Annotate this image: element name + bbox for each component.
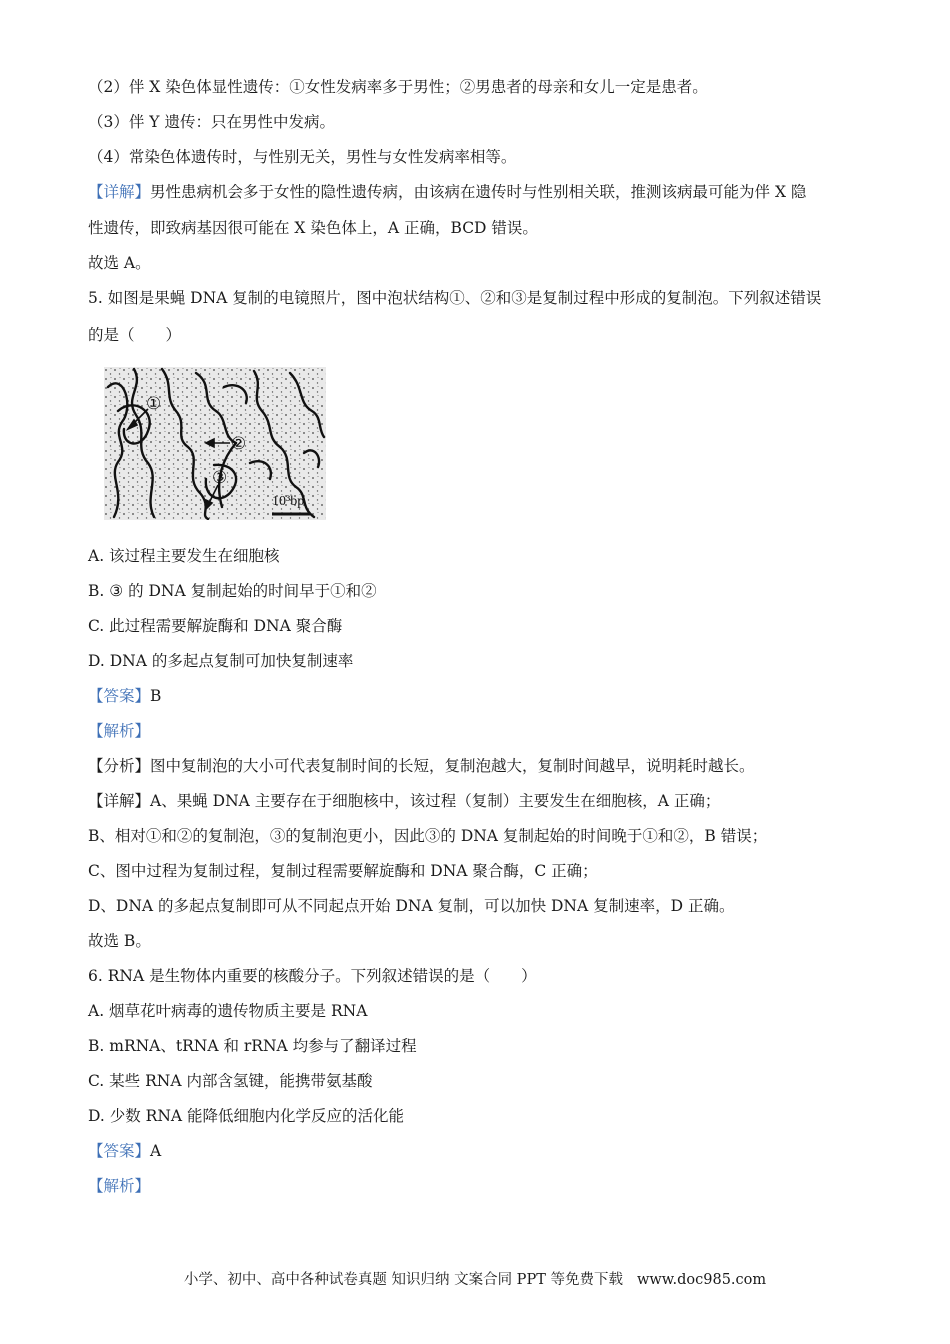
xiangjie-b: B、相对①和②的复制泡，③的复制泡更小，因此③的 DNA 复制起始的时间晚于①和②，B 错误； xyxy=(88,827,768,845)
q6-answer-line xyxy=(88,1140,864,1162)
footer-text: 小学、初中、高中各种试卷真题 知识归纳 文案合同 PPT 等免费下载 xyxy=(183,1272,623,1288)
q6-analysis-tag: 【解析】 xyxy=(88,1177,151,1195)
xiangjie-a: A、果蝇 DNA 主要存在于细胞核中，该过程（复制）主要发生在细胞核，A 正确； xyxy=(150,792,721,810)
fenxi-text: 图中复制泡的大小可代表复制时间的长短，复制泡越大，复制时间越早，说明耗时越长。 xyxy=(150,757,755,775)
q6-option-b: B. mRNA、tRNA 和 rRNA 均参与了翻译过程 xyxy=(88,1037,417,1055)
option-a: A. 该过程主要发生在细胞核 xyxy=(88,547,280,565)
answer-value: B xyxy=(150,687,162,705)
detail-text: 男性患病机会多于女性的隐性遗传病，由该病在遗传时与性别相关联，推测该病最可能为伴 X 隐 xyxy=(150,183,807,201)
text-line: （3）伴 Y 遗传：只在男性中发病。 xyxy=(88,113,335,131)
text-line: 故选 A。 xyxy=(88,254,151,272)
answer-tag: 【答案】 xyxy=(88,687,151,705)
xiangjie-c: C、图中过程为复制过程，复制过程需要解旋酶和 DNA 聚合酶，C 正确； xyxy=(88,862,598,880)
figure-label-3: ③ xyxy=(212,468,228,487)
option-b: B. ③ 的 DNA 复制起始的时间早于①和② xyxy=(88,582,377,600)
q6-option-a: A. 烟草花叶病毒的遗传物质主要是 RNA xyxy=(88,1002,368,1020)
choice-line: 故选 B。 xyxy=(88,932,151,950)
analysis-tag: 【解析】 xyxy=(88,722,151,740)
figure-label-2: ② xyxy=(231,434,247,453)
detail-tag: 【详解】 xyxy=(88,183,151,201)
micrograph-image xyxy=(104,367,326,520)
xiangjie-line xyxy=(88,790,864,812)
xiangjie-tag: 【详解】 xyxy=(88,792,151,810)
text-line: （4）常染色体遗传时，与性别无关，男性与女性发病率相等。 xyxy=(88,148,517,166)
dna-replication-micrograph xyxy=(104,367,326,520)
q6-option-c: C. 某些 RNA 内部含氢键，能携带氨基酸 xyxy=(88,1072,373,1090)
fenxi-tag: 【分析】 xyxy=(88,757,151,775)
text-line: 性遗传，即致病基因很可能在 X 染色体上，A 正确，BCD 错误。 xyxy=(88,219,538,237)
footer-link[interactable]: www.doc985.com xyxy=(636,1272,767,1288)
question-5-stem-cont: 的是（ ） xyxy=(88,326,182,344)
answer-line xyxy=(88,685,864,707)
scale-bar-label: 10³bp xyxy=(272,494,305,509)
q6-answer-tag: 【答案】 xyxy=(88,1142,151,1160)
q6-option-d: D. 少数 RNA 能降低细胞内化学反应的活化能 xyxy=(88,1107,405,1125)
xiangjie-d: D、DNA 的多起点复制即可从不同起点开始 DNA 复制，可以加快 DNA 复制速率，D 正确。 xyxy=(88,897,735,915)
option-c: C. 此过程需要解旋酶和 DNA 聚合酶 xyxy=(88,617,343,635)
option-d: D. DNA 的多起点复制可加快复制速率 xyxy=(88,652,354,670)
figure-label-1: ① xyxy=(146,394,162,413)
fenxi-line xyxy=(88,755,864,777)
question-6-stem: 6. RNA 是生物体内重要的核酸分子。下列叙述错误的是（ ） xyxy=(88,967,537,985)
text-line: （2）伴 X 染色体显性遗传：①女性发病率多于男性；②男患者的母亲和女儿一定是患者。 xyxy=(88,78,708,96)
question-5-stem: 5. 如图是果蝇 DNA 复制的电镜照片，图中泡状结构①、②和③是复制过程中形成的复制泡。下列叙述错误 xyxy=(88,289,822,307)
detail-line xyxy=(88,181,864,203)
page-footer xyxy=(0,1268,950,1289)
q6-answer-value: A xyxy=(150,1142,162,1160)
